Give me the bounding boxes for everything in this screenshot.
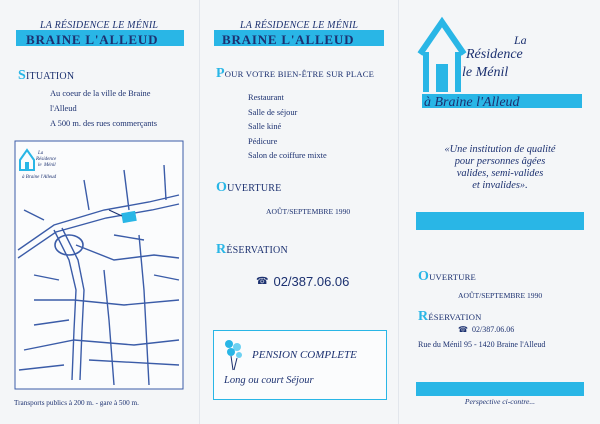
wellbeing-rest: OUR VOTRE BIEN-ÊTRE SUR PLACE [224, 69, 375, 79]
service-item: Salon de coiffure mixte [248, 151, 327, 161]
pension-title: PENSION COMPLETE [252, 349, 357, 361]
service-item: Salle kiné [248, 122, 282, 132]
situation-line-2: l'Alleud [50, 104, 77, 113]
services-list [248, 91, 388, 164]
pension-sub: Long ou court Séjour [224, 375, 314, 386]
map-logo-line-2: Résidence [36, 157, 57, 162]
middle-banner-main: BRAINE L'ALLEUD [222, 32, 355, 47]
institution-quote [414, 144, 586, 192]
situation-rest: ITUATION [26, 71, 75, 82]
right-phone-row [458, 325, 514, 334]
situation-text [50, 86, 195, 131]
service-item: Salle de séjour [248, 107, 298, 117]
flower-icon [220, 337, 246, 371]
wellbeing-cap: P [216, 66, 225, 81]
middle-banner-top: LA RÉSIDENCE LE MÉNIL [240, 20, 359, 31]
map-logo-line-3: le [38, 163, 42, 168]
left-panel [0, 0, 198, 424]
right-panel [400, 0, 600, 424]
situation-line-1: Au coeur de la ville de Braine [50, 89, 151, 98]
map-logo-line-1: La [38, 151, 44, 156]
quote-line-3: valides, semi-valides [456, 168, 544, 179]
quote-line-4: et invalides». [472, 180, 528, 191]
right-ouverture-date: AOÛT/SEPTEMBRE 1990 [458, 291, 543, 300]
service-item: Restaurant [248, 93, 284, 102]
street-map-drawing [14, 140, 184, 390]
map-logo-line-5: à Braine l'Alleud [22, 175, 57, 180]
right-reservation-rest: ÉSERVATION [428, 312, 482, 322]
right-bar [416, 212, 584, 230]
house-icon [420, 22, 464, 92]
right-bottom-bar [416, 382, 584, 396]
right-ouverture-rest: UVERTURE [429, 272, 477, 282]
middle-reservation-heading [216, 242, 288, 258]
right-ouverture-cap: O [418, 269, 430, 284]
logo-le-menil: le Ménil [462, 65, 509, 80]
situation-cap: S [18, 68, 26, 83]
left-banner-top: LA RÉSIDENCE LE MÉNIL [40, 20, 159, 31]
right-logo [414, 14, 584, 124]
logo-braine: à Braine l'Alleud [424, 95, 520, 110]
perspective-text: Perspective ci-contre... [464, 397, 536, 406]
fold-line-2 [398, 0, 399, 424]
transport-text: Transports publics à 200 m. - gare à 500 m. [14, 399, 139, 407]
left-banner-main: BRAINE L'ALLEUD [26, 32, 159, 47]
right-phone: 02/387.06.06 [471, 325, 515, 334]
situation-heading [18, 68, 74, 84]
quote-line-1: «Une institution de qualité [444, 144, 556, 155]
street-map [14, 140, 184, 390]
middle-ouverture-cap: O [216, 180, 228, 195]
logo-residence: Résidence [466, 47, 523, 62]
service-item: Pédicure [248, 136, 278, 146]
logo-la: La [514, 33, 527, 47]
map-logo-line-4: Ménil [44, 163, 56, 168]
right-reservation-heading [418, 309, 482, 325]
phone-icon: ☎ [458, 325, 468, 334]
phone-icon: ☎ [256, 276, 269, 287]
wellbeing-heading [216, 66, 398, 82]
middle-phone: 02/387.06.06 [273, 274, 350, 289]
situation-line-3: A 500 m. des rues commerçants [50, 119, 157, 128]
pension-box [213, 330, 387, 400]
middle-ouverture-rest: UVERTURE [227, 183, 282, 194]
middle-reservation-cap: R [216, 242, 227, 257]
middle-panel [200, 0, 398, 424]
middle-ouverture-heading [216, 180, 281, 196]
right-ouverture-heading [418, 269, 476, 285]
middle-ouverture-date: AOÛT/SEPTEMBRE 1990 [266, 207, 351, 216]
quote-line-2: pour personnes âgées [454, 156, 546, 167]
right-reservation-cap: R [418, 309, 429, 324]
middle-phone-row [256, 274, 349, 289]
right-address: Rue du Ménil 95 - 1420 Braine l'Alleud [418, 340, 546, 349]
middle-reservation-rest: ÉSERVATION [226, 245, 288, 256]
